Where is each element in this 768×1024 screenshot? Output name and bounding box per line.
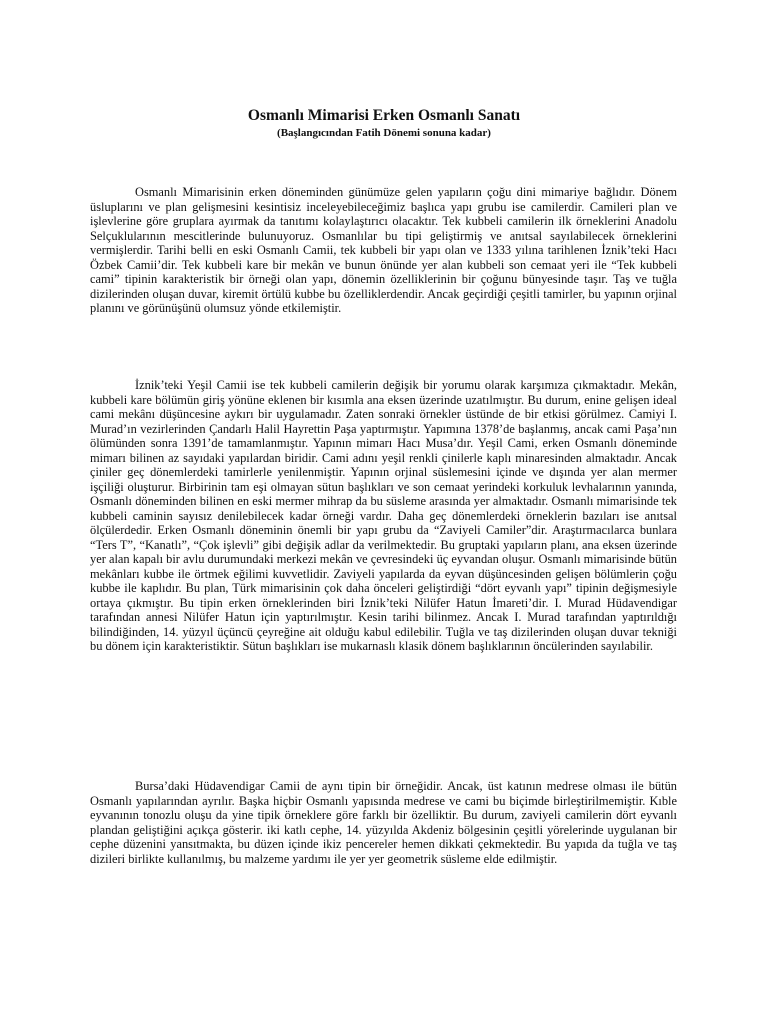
paragraph-hudavendigar: Bursa’daki Hüdavendigar Camii de aynı tipin bir örneğidir. Ancak, üst katının medrese olması ile bütün Osmanlı yapılarından ayrılır. Başka hiçbir Osmanlı yapısında medrese ve cami bu biçimde birleştirilmemiştir. Kıble eyvanının tonozlu oluşu da yine tipik örneklere göre farklı bir özelliktir. Bu durum, zaviyeli camilerin dört eyvanlı plandan geliştiğini açıkça gösterir. iki katlı cephe, 14. yüzyılda Akdeniz bölgesinin çeşitli yörelerinde uygulanan bir cephe düzenini yansıtmakta, bu düzen içinde ikiz pencereler hemen dikkati çekmektedir. Bu yapıda da tuğla ve taş dizileri birlikte kullanılmış, bu malzeme yardımı ile yer yer geometrik süsleme elde edilmiştir.	[90, 779, 677, 866]
paragraph-yesil-camii: İznik’teki Yeşil Camii ise tek kubbeli camilerin değişik bir yorumu olarak karşımıza çıkmaktadır. Mekân, kubbeli kare bölümün giriş yönüne eklenen bir kısımla ana eksen üzerinde uzatılmıştır. Bu durum, enine gelişen ideal cami mekânı düşüncesine aykırı bir uygulamadır. Zaten sonraki örnekler üstünde de bir etkisi görülmez. Camiyi I. Murad’ın vezirlerinden Çandarlı Halil Hayrettin Paşa yaptırmıştır. Yapımına 1378’de başlanmış, ancak cami Paşa’nın ölümünden sonra 1391’de tamamlanmıştır. Yapının mimarı Hacı Musa’dır. Yeşil Cami, erken Osmanlı döneminde mimarı bilinen az sayıdaki yapılardan biridir. Cami adını yeşil renkli çinilerle kaplı minaresinden almaktadır. Ancak çiniler geç dönemlerdeki tamirlerle yenilenmiştir. Yapının orjinal süslemesini içinde ve dışında yer alan mermer işçiliği oluşturur. Birbirinin tam eşi olmayan sütun başlıkları ve son cemaat yerindeki korkuluk levhalarının yanında, Osmanlı döneminden bilinen en eski mermer mihrap da bu süsleme arasında yer almaktadır. Osmanlı mimarisinde tek kubbeli caminin sayısız denilebilecek kadar örneği vardır. Daha geç dönemlerdeki örneklerin bazıları ise anıtsal ölçülerdedir. Erken Osmanlı döneminin önemli bir yapı grubu da “Zaviyeli Camiler”dir. Araştırmacılarca bunlara “Ters T”, “Kanatlı”, “Çok işlevli” gibi değişik adlar da verilmektedir. Bu gruptaki yapıların planı, ana eksen üzerinde yer alan kapalı bir avlu durumundaki merkezi mekân ve çevresindeki üç eyvandan oluşur. Osmanlı mimarisinde bütün mekânları kubbe ile örtmek eğilimi kuvvetlidir. Zaviyeli yapılarda da eyvan düşüncesinden gelişen bölümlerin çoğu kubbe ile kaplıdır. Bu plan, Türk mimarisinin çok daha önceleri geliştirdiği “dört eyvanlı yapı” tipinin değişmesiyle ortaya çıkmıştır. Bu tipin erken örneklerinden biri İznik’teki Nilüfer Hatun İmareti’dir. I. Murad Hüdavendigar tarafından annesi Nilüfer Hatun için yaptırılmıştır. Kesin tarihi bilinmez. Ancak I. Murad tarafından yaptırıldığı bilindiğinden, 14. yüzyıl üçüncü çeyreğine ait olduğu kabul edilebilir. Tuğla ve taş dizilerinden oluşan duvar tekniği bu dönem için karakteristiktir. Sütun başlıkları ise mukarnaslı klasik dönem başlıklarının öncülerinden sayılabilir.	[90, 378, 677, 653]
document-subtitle: (Başlangıcından Fatih Dönemi sonuna kadar)	[277, 127, 491, 139]
document-title: Osmanlı Mimarisi Erken Osmanlı Sanatı	[247, 107, 521, 124]
paragraph-hadi-ozbek: Osmanlı Mimarisinin erken döneminden günümüze gelen yapıların çoğu dini mimariye bağlıdır. Dönem üsluplarını ve plan gelişmesini kesintisiz inceleyebileceğimiz başlıca yapı grubu ise camilerdir. Camileri plan ve işlevlerine göre gruplara ayırmak da tanıtımı kolaylaştırıcı olacaktır. Tek kubbeli camilerin ilk örneklerini Anadolu Selçuklularının mescitlerinde bulunuyoruz. Osmanlılar bu tipi geliştirmiş ve anıtsal sayılabilecek örneklerini vermişlerdir. Tarihi belli en eski Osmanlı Camii, tek kubbeli bir yapı olan ve 1333 yılına tarihlenen İznik’teki Hacı Özbek Camii’dir. Tek kubbeli kare bir mekân ve bunun önünde yer alan kubbeli son cemaat yeri ile “Tek kubbeli cami” tipinin karakteristik bir örneği olan yapı, dönemin özelliklerinin bir çoğunu bünyesinde taşır. Taş ve tuğla dizilerinden oluşan duvar, kiremit örtülü kubbe bu özelliklerdendir. Ancak geçirdiği çeşitli tamirler, bu yapının orjinal planını ve görünüşünü olumsuz yönde etkilemiştir.	[90, 185, 677, 315]
